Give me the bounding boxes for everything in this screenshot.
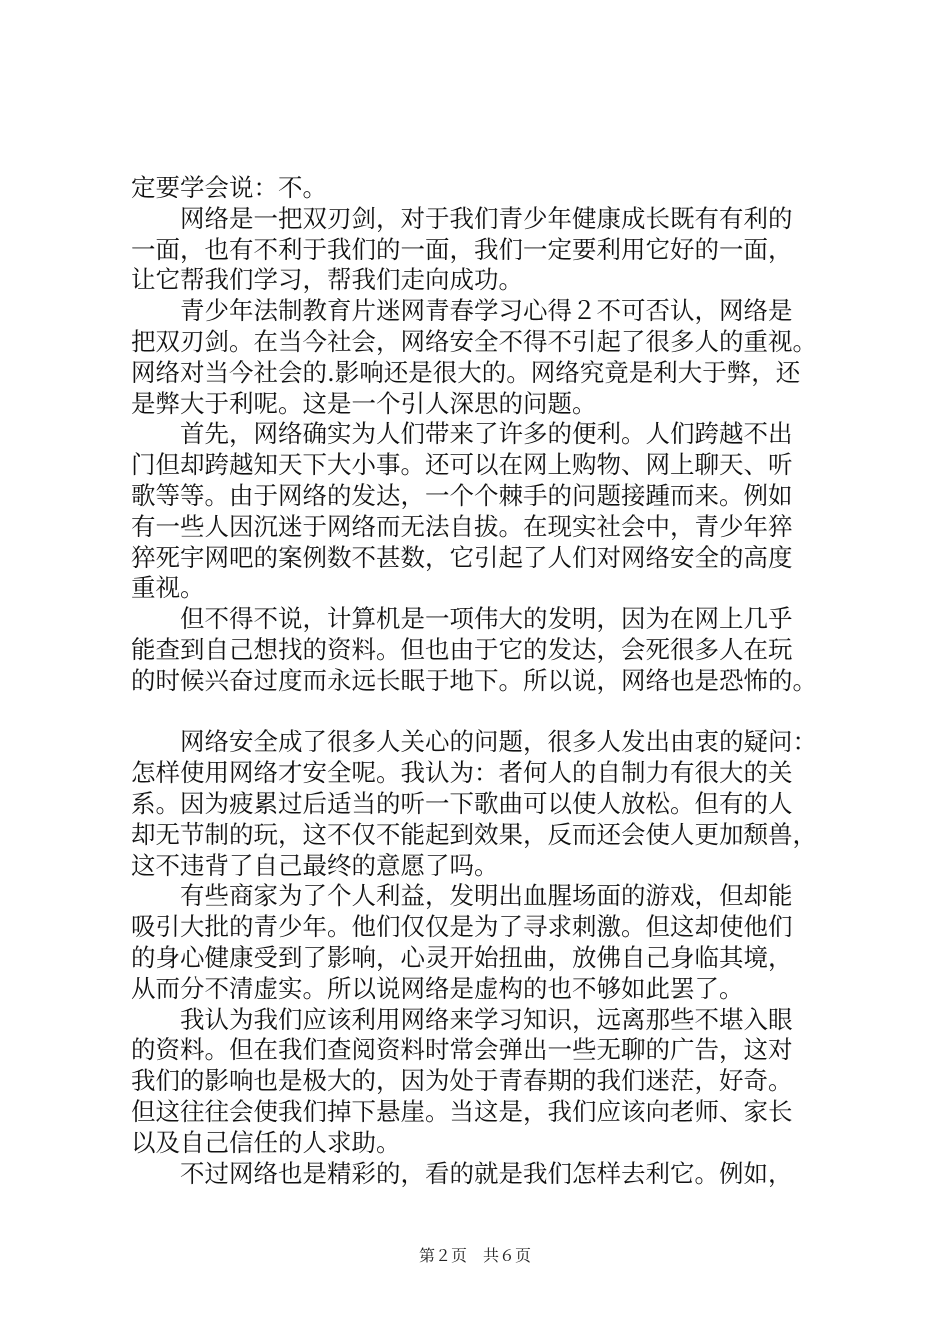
text-line: 重视。 [131,573,205,603]
text-line: 一面，也有不利于我们的一面，我们一定要利用它好的一面， [131,234,793,264]
text-line: 吸引大批的青少年。他们仅仅是为了寻求刺激。但这却使他们 [131,912,793,942]
text-line: 门但却跨越知天下大小事。还可以在网上购物、网上聊天、听 [131,450,793,480]
text-line: 网络安全成了很多人关心的问题，很多人发出由衷的疑问： [131,727,817,757]
text-line: 猝死宇网吧的案例数不甚数，它引起了人们对网络安全的高度 [131,542,793,572]
text-line: 有些商家为了个人利益，发明出血腥场面的游戏，但却能 [131,881,793,911]
text-line: 我认为我们应该利用网络来学习知识，远离那些不堪入眼 [131,1004,793,1034]
text-line: 首先，网络确实为人们带来了许多的便利。人们跨越不出 [131,419,793,449]
text-line: 的资料。但在我们查阅资料时常会弹出一些无聊的广告，这对 [131,1035,793,1065]
text-line: 系。因为疲累过后适当的听一下歌曲可以使人放松。但有的人 [131,788,793,818]
page-number-footer: 第２页 共６页 [418,1246,531,1265]
text-line: 把双刃剑。在当今社会，网络安全不得不引起了很多人的重视。 [131,326,817,356]
paragraph-gap [131,697,851,728]
text-line: 的时候兴奋过度而永远长眠于地下。所以说，网络也是恐怖的。 [131,665,817,695]
text-line: 我们的影响也是极大的，因为处于青春期的我们迷茫，好奇。 [131,1066,793,1096]
text-line: 怎样使用网络才安全呢。我认为：者何人的自制力有很大的关 [131,758,793,788]
text-line: 让它帮我们学习，帮我们走向成功。 [131,265,523,295]
body-text [131,173,851,1189]
text-line: 能查到自己想找的资料。但也由于它的发达，会死很多人在玩 [131,634,793,664]
text-line: 网络是一把双刃剑，对于我们青少年健康成长既有有利的 [131,203,793,233]
text-line: 以及自己信任的人求助。 [131,1127,401,1157]
text-line: 网络对当今社会的.影响还是很大的。网络究竟是利大于弊，还 [131,357,801,387]
text-line: 从而分不清虚实。所以说网络是虚构的也不够如此罢了。 [131,973,744,1003]
text-line: 不过网络也是精彩的，看的就是我们怎样去利它。例如， [131,1158,793,1188]
text-line: 却无节制的玩，这不仅不能起到效果，反而还会使人更加颓兽， [131,819,817,849]
text-line: 但这往往会使我们掉下悬崖。当这是，我们应该向老师、家长 [131,1096,793,1126]
text-line: 但不得不说，计算机是一项伟大的发明，因为在网上几乎 [131,604,793,634]
text-line: 有一些人因沉迷于网络而无法自拔。在现实社会中，青少年猝 [131,511,793,541]
text-line: 歌等等。由于网络的发达，一个个棘手的问题接踵而来。例如 [131,480,793,510]
text-line: 这不违背了自己最终的意愿了吗。 [131,850,499,880]
text-line: 是弊大于利呢。这是一个引人深思的问题。 [131,388,597,418]
text-line: 青少年法制教育片迷网青春学习心得２不可否认，网络是 [131,296,793,326]
text-line: 的身心健康受到了影响，心灵开始扭曲，放佛自己身临其境， [131,942,793,972]
text-line: 定要学会说：不。 [131,173,327,202]
